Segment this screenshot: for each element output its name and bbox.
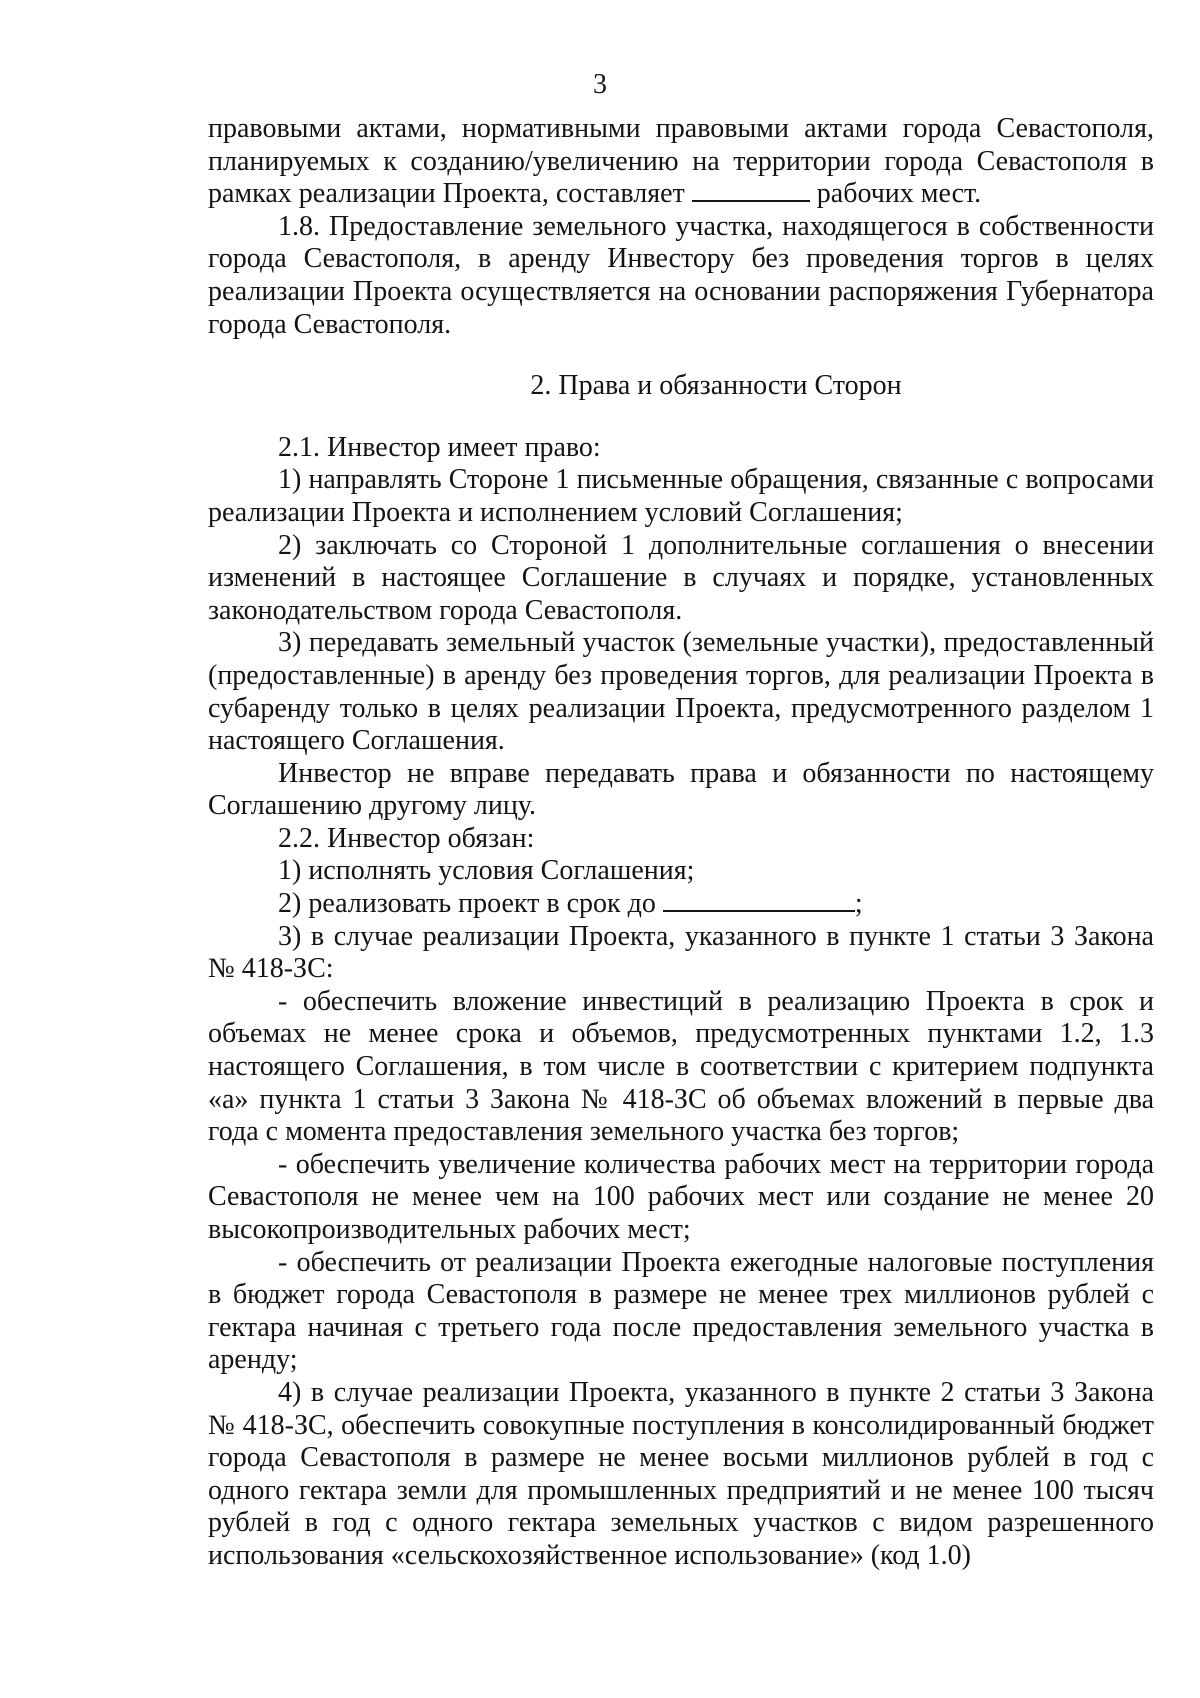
paragraph-restriction: Инвестор не вправе передавать права и обязанности по настоящему Соглашению другому лицу. xyxy=(208,757,1154,822)
page-number: 3 xyxy=(593,69,607,100)
list-item: - обеспечить увеличение количества рабочих мест на территории города Севастополя не менее чем на 100 рабочих мест или создание не менее 20 высокопроизводительных рабочих мест; xyxy=(208,1148,1154,1245)
list-item: 1) направлять Стороне 1 письменные обращения, связанные с вопросами реализации Проекта и исполнением условий Соглашения; xyxy=(208,464,1154,528)
list-item: 3) в случае реализации Проекта, указанного в пункте 1 статьи 3 Закона № 418-ЗС: xyxy=(208,920,1154,985)
list-item: - обеспечить от реализации Проекта ежегодные налоговые поступления в бюджет города Севастополя в размере не менее трех миллионов рублей с гектара начиная с третьего года после предоставления земельного участка в аренду; xyxy=(208,1246,1154,1376)
list-item: 3) передавать земельный участок (земельные участки), предоставленный (предоставленные) в аренду без проведения торгов, для реализации Проекта в субаренду только в целях реализации Проекта, предусмотренного разделом 1 настоящего Соглашения. xyxy=(208,627,1154,757)
deadline-text: 2) реализовать проект в срок до xyxy=(278,888,656,920)
blank-field-deadline xyxy=(663,888,855,912)
paragraph-2-1: 2.1. Инвестор имеет право: xyxy=(278,431,601,463)
list-item: 1) исполнять условия Соглашения; xyxy=(278,855,695,887)
paragraph-jobs xyxy=(208,113,1154,211)
blank-field-jobs xyxy=(692,178,810,202)
paragraph-1-8: 1.8. Предоставление земельного участка, находящегося в собственности города Севастополя, в аренду Инвестору без проведения торгов в целях реализации Проекта осуществляется на основании распоряжения Губернатора города Севастополя. xyxy=(208,210,1154,340)
document-body xyxy=(208,113,1154,1573)
list-item: 2) заключать со Стороной 1 дополнительные соглашения о внесении изменений в настоящее Соглашение в случаях и порядке, установленных законодательством города Севастополя. xyxy=(208,529,1154,626)
list-item: - обеспечить вложение инвестиций в реализацию Проекта в срок и объемах не менее срока и объемов, предусмотренных пунктами 1.2, 1.3 настоящего Соглашения, в том числе в соответствии с критерием подпункта «а» пункта 1 статьи 3 Закона № 418-ЗС об объемах вложений в первые два года с момента предоставления земельного участка без торгов; xyxy=(208,985,1154,1148)
deadline-tail: ; xyxy=(854,888,863,920)
paragraph-2-2: 2.2. Инвестор обязан: xyxy=(278,822,535,854)
list-item-deadline xyxy=(208,888,1154,921)
paragraph-jobs-tail: рабочих мест. xyxy=(816,178,982,210)
list-item: 4) в случае реализации Проекта, указанного в пункте 2 статьи 3 Закона № 418-ЗС, обеспечить совокупные поступления в консолидированный бюджет города Севастополя в размере не менее восьми миллионов рублей в год с одного гектара земли для промышленных предприятий и не менее 100 тысяч рублей в год с одного гектара земельных участков с видом разрешенного использования «сельскохозяйственное использование» (код 1.0) xyxy=(208,1376,1154,1571)
paragraph-jobs-text: правовыми актами, нормативными правовыми актами города Севастополя, планируемых к созданию/увеличению на территории города Севастополя в рамках реализации Проекта, составляет xyxy=(208,113,1154,210)
section-heading: 2. Права и обязанности Сторон xyxy=(530,370,902,402)
